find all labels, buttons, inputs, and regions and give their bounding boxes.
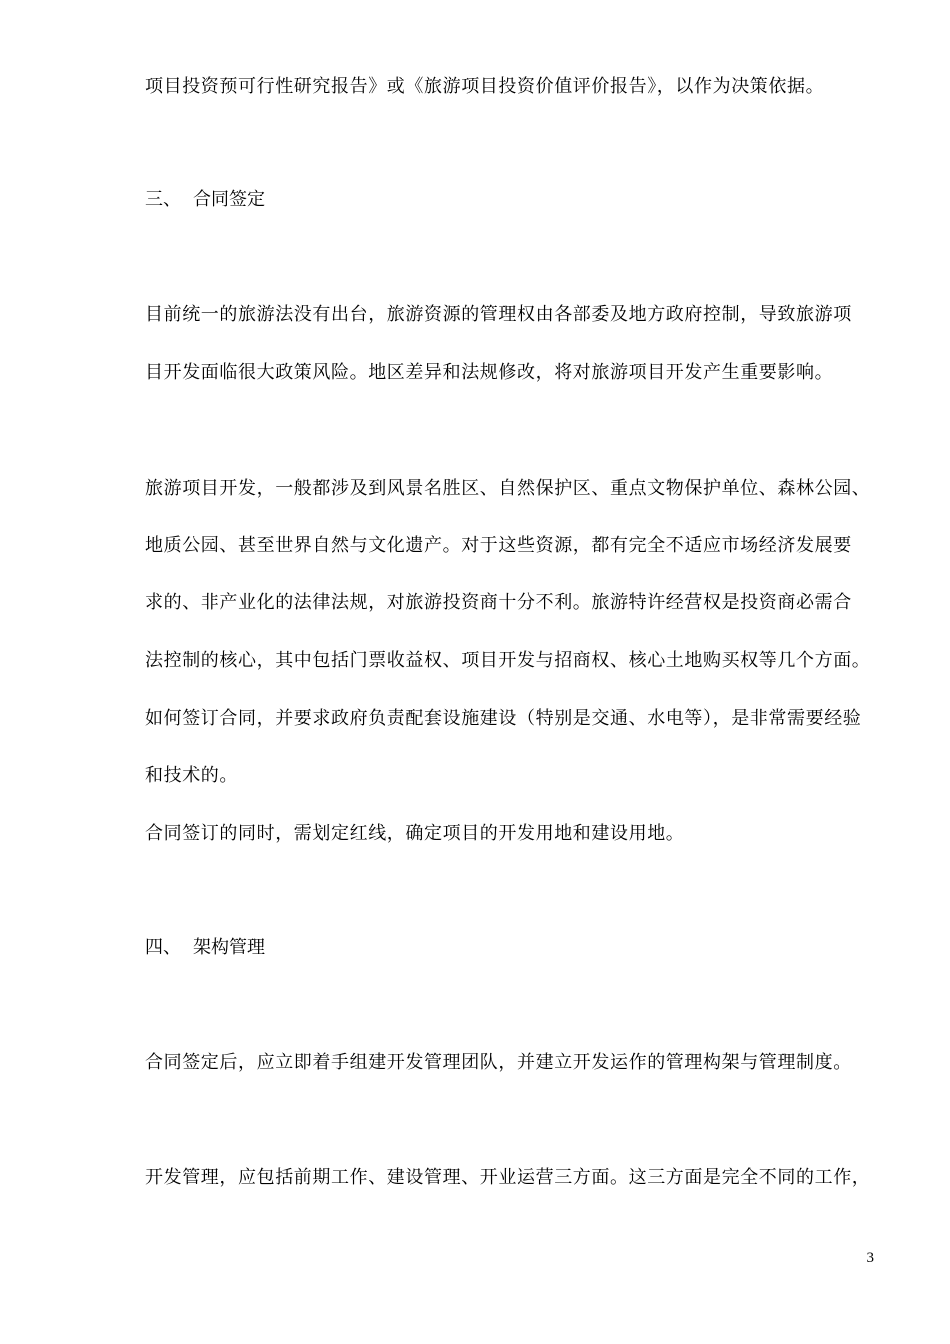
paragraph-line: 地质公园、甚至世界自然与文化遗产。对于这些资源，都有完全不适应市场经济发展要 bbox=[145, 535, 852, 556]
section-title: 合同签定 bbox=[193, 189, 265, 210]
paragraph-line: 旅游项目开发，一般都涉及到风景名胜区、自然保护区、重点文物保护单位、森林公园、 bbox=[145, 478, 871, 499]
paragraph-line: 如何签订合同，并要求政府负责配套设施建设（特别是交通、水电等），是非常需要经验 bbox=[145, 708, 862, 729]
page-number: 3 bbox=[866, 1250, 874, 1266]
section-number: 三、 bbox=[145, 189, 181, 210]
paragraph-line: 项目投资预可行性研究报告》或《旅游项目投资价值评价报告》，以作为决策依据。 bbox=[145, 76, 825, 97]
section-title: 架构管理 bbox=[193, 937, 265, 958]
paragraph-line: 合同签订的同时，需划定红线，确定项目的开发用地和建设用地。 bbox=[145, 823, 685, 844]
paragraph-line: 开发管理，应包括前期工作、建设管理、开业运营三方面。这三方面是完全不同的工作， bbox=[145, 1167, 871, 1188]
paragraph-line: 合同签定后，应立即着手组建开发管理团队，并建立开发运作的管理构架与管理制度。 bbox=[145, 1052, 852, 1073]
section-number: 四、 bbox=[145, 937, 181, 958]
paragraph-line: 和技术的。 bbox=[145, 765, 238, 786]
paragraph-line: 法控制的核心，其中包括门票收益权、项目开发与招商权、核心土地购买权等几个方面。 bbox=[145, 650, 871, 671]
paragraph-line: 求的、非产业化的法律法规，对旅游投资商十分不利。旅游特许经营权是投资商必需合 bbox=[145, 592, 852, 613]
section-heading-4 bbox=[145, 936, 265, 960]
paragraph-line: 目前统一的旅游法没有出台，旅游资源的管理权由各部委及地方政府控制，导致旅游项 bbox=[145, 304, 852, 325]
section-heading-3 bbox=[145, 188, 265, 212]
paragraph-line: 目开发面临很大政策风险。地区差异和法规修改，将对旅游项目开发产生重要影响。 bbox=[145, 362, 834, 383]
